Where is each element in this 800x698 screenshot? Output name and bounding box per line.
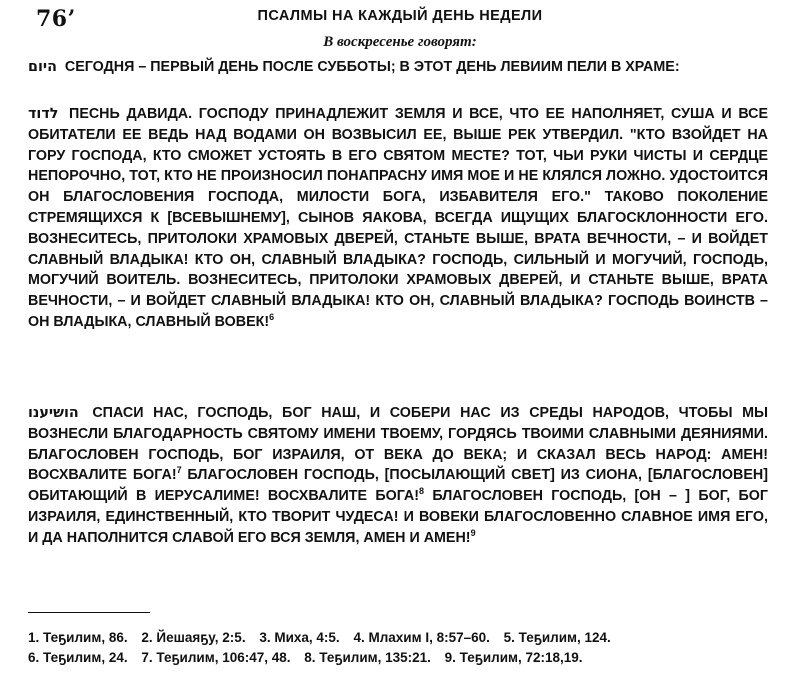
hoshiyenu-text-a: СПАСИ НАС, ГОСПОДЬ, БОГ НАШ, И СОБЕРИ НАС ИЗ СРЕДЫ НАРОДОВ, ЧТОБЫ МЫ ВОЗНЕСЛИ БЛАГОДАРНОСТЬ СВЯТОМУ ИМЕНИ ТВОЕМУ, ГОРДЯСЬ ТВОИМИ СЛАВНЫМИ ДЕЯНИЯМИ. БЛАГОСЛОВЕН ГОСПОДЬ, БОГ ИЗРАИЛЯ, ОТ ВЕКА ДО ВЕКА; И СКАЗАЛ ВЕСЬ НАРОД: АМЕН! ВОСХВАЛИТЕ БОГА!: [28, 405, 768, 484]
footnotes-line-1: [28, 628, 773, 648]
footnote-ref-6: 6: [269, 312, 275, 323]
footnote-item: 5. Теҕилим, 124.: [503, 630, 611, 645]
psalm-24-paragraph: [28, 104, 768, 333]
hoshiyenu-paragraph: [28, 403, 768, 549]
footnote-item: 6. Теҕилим, 24.: [28, 650, 128, 665]
hebrew-incipit-ledavid: לדוד: [28, 106, 59, 122]
page-number: 76’: [36, 6, 76, 32]
footnote-divider: [28, 612, 150, 613]
psalm-text: ПЕСНЬ ДАВИДА. ГОСПОДУ ПРИНАДЛЕЖИТ ЗЕМЛЯ И ВСЕ, ЧТО ЕЕ НАПОЛНЯЕТ, СУША И ВСЕ ОБИТАТЕЛИ ЕЕ ВЕДЬ НАД ВОДАМИ ОН ВОЗВЫСИЛ ЕЕ, ВЫШЕ РЕК УТВЕРДИЛ. "КТО ВЗОЙДЕТ НА ГОРУ ГОСПОДА, КТО СМОЖЕТ УСТОЯТЬ В ЕГО СВЯТОМ МЕСТЕ? ТОТ, ЧЬИ РУКИ ЧИСТЫ И СЕРДЦЕ НЕПОРОЧНО, ТОТ, КТО НЕ ПРОИЗНОСИЛ ПОНАПРАСНУ ИМЯ МОЕ И НЕ КЛЯЛСЯ ЛОЖНО. УДОСТОИТСЯ ОН БЛАГОСЛОВЕНИЯ ГОСПОДА, МИЛОСТИ БОГА, ИЗБАВИТЕЛЯ ЕГО." ТАКОВО ПОКОЛЕНИЕ СТРЕМЯЩИХСЯ К [ВСЕВЫШНЕМУ], СЫНОВ ЯАКОВА, ВСЕГДА ИЩУЩИХ БЛАГОСКЛОННОСТИ ЕГО. ВОЗНЕСИТЕСЬ, ПРИТОЛОКИ ХРАМОВЫХ ДВЕРЕЙ, СТАНЬТЕ ВЫШЕ, ВРАТА ВЕЧНОСТИ, – И ВОЙДЕТ СЛАВНЫЙ ВЛАДЫКА! КТО ОН, СЛАВНЫЙ ВЛАДЫКА? ГОСПОДЬ, СИЛЬНЫЙ И МОГУЧИЙ, ГОСПОДЬ, МОГУЧИЙ ВОИТЕЛЬ. ВОЗНЕСИТЕСЬ, ПРИТОЛОКИ ХРАМОВЫХ ДВЕРЕЙ, И СТАНЬТЕ ВЫШЕ, ВРАТА ВЕЧНОСТИ, – И ВОЙДЕТ СЛАВНЫЙ ВЛАДЫКА! КТО ОН, СЛАВНЫЙ ВЛАДЫКА? ГОСПОДЬ ВОИНСТВ – ОН ВЛАДЫКА, СЛАВНЫЙ ВОВЕК!: [28, 106, 768, 330]
footnote-item: 3. Миха, 4:5.: [259, 630, 340, 645]
hoshiyenu-text-b: БЛАГОСЛОВЕН ГОСПОДЬ, [ПОСЫЛАЮЩИЙ СВЕТ] ИЗ СИОНА, [БЛАГОСЛОВЕН] ОБИТАЮЩИЙ В ИЕРУСАЛИМЕ! ВОСХВАЛИТЕ БОГА!: [28, 467, 768, 505]
footnote-item: 4. Млахим I, 8:57–60.: [353, 630, 490, 645]
hebrew-incipit-hayom: היום: [28, 59, 57, 75]
hebrew-incipit-hoshiyenu: הושיענו: [28, 405, 79, 421]
intro-paragraph: [28, 57, 768, 78]
footnote-item: 7. Теҕилим, 106:47, 48.: [141, 650, 291, 665]
footnote-item: 8. Теҕилим, 135:21.: [304, 650, 431, 665]
page-title: ПСАЛМЫ НА КАЖДЫЙ ДЕНЬ НЕДЕЛИ: [257, 8, 543, 24]
footnote-item: 1. Теҕилим, 86.: [28, 630, 128, 645]
intro-text: СЕГОДНЯ – ПЕРВЫЙ ДЕНЬ ПОСЛЕ СУББОТЫ; В ЭТОТ ДЕНЬ ЛЕВИИМ ПЕЛИ В ХРАМЕ:: [64, 59, 680, 75]
footnote-item: 2. Йешаяҕу, 2:5.: [141, 630, 246, 645]
footnote-ref-7: 7: [176, 465, 182, 476]
footnote-item: 9. Теҕилим, 72:18,19.: [444, 650, 583, 665]
footnotes-line-2: [28, 648, 773, 668]
footnote-ref-9: 9: [470, 528, 476, 539]
page-subtitle: В воскресенье говорят:: [323, 34, 477, 50]
hoshiyenu-text-c: БЛАГОСЛОВЕН ГОСПОДЬ, [ОН – ] БОГ, БОГ ИЗРАИЛЯ, ЕДИНСТВЕННЫЙ, КТО ТВОРИТ ЧУДЕСА! И ВОВЕКИ БЛАГОСЛОВЕННО СЛАВНОЕ ИМЯ ЕГО, И ДА НАПОЛНИТСЯ СЛАВОЙ ЕГО ВСЯ ЗЕМЛЯ, АМЕН И АМЕН!: [28, 488, 768, 546]
footnote-ref-8: 8: [419, 486, 425, 497]
